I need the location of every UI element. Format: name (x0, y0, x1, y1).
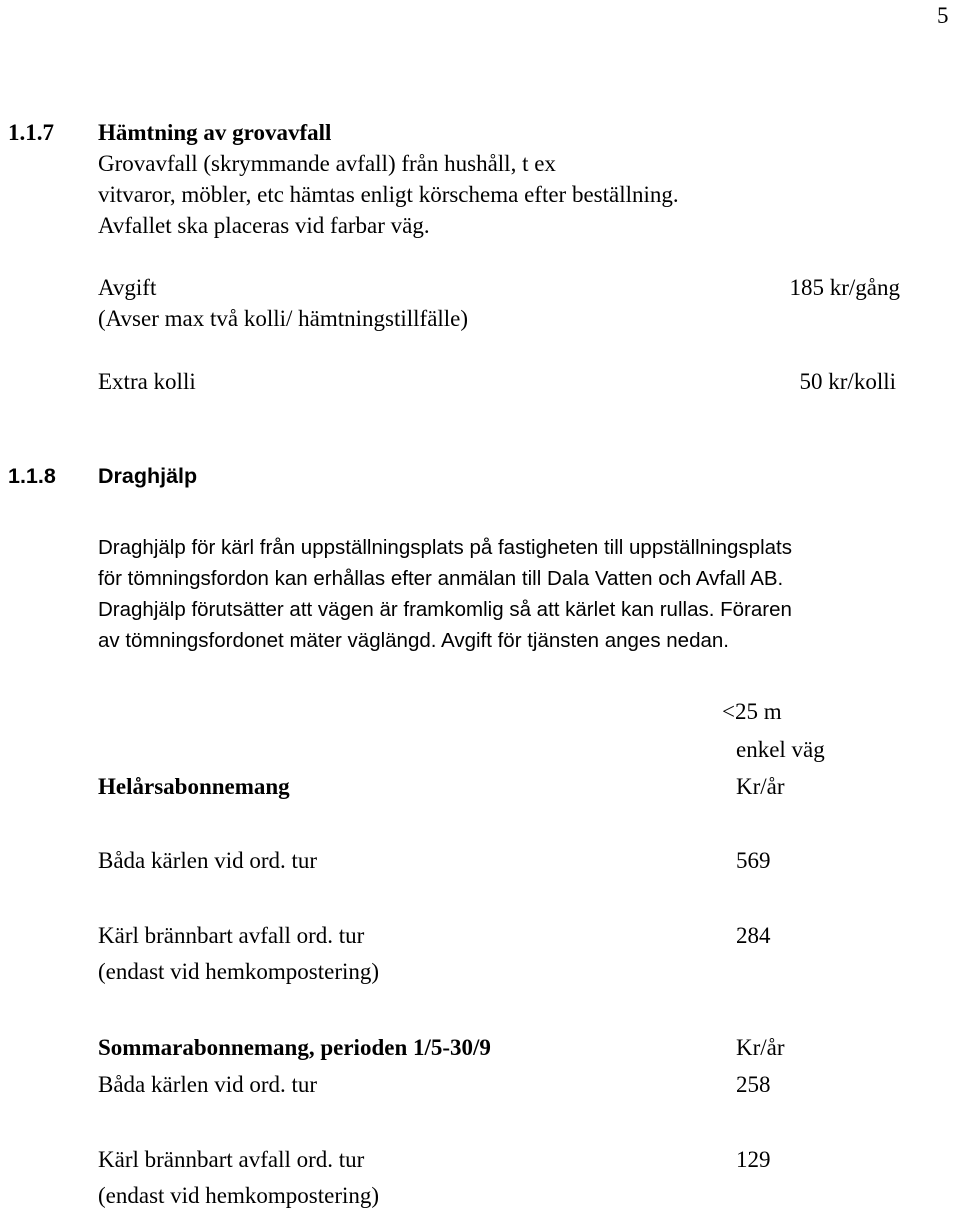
price-row-label: Kärl brännbart avfall ord. tur (98, 923, 365, 948)
year-subscription-heading: Helårsabonnemang (98, 774, 290, 799)
price-row-note: (endast vid hemkompostering) (98, 959, 380, 984)
summer-unit: Kr/år (736, 1035, 785, 1060)
year-unit: Kr/år (736, 774, 785, 799)
extra-label: Extra kolli (98, 369, 196, 394)
body-line: Avfallet ska placeras vid farbar väg. (98, 213, 430, 238)
price-row-note: (endast vid hemkompostering) (98, 1183, 380, 1208)
body-line: vitvaror, möbler, etc hämtas enligt körschema efter beställning. (98, 182, 679, 207)
price-row-label: Båda kärlen vid ord. tur (98, 1072, 318, 1097)
column-header-road: enkel väg (736, 737, 825, 762)
paragraph-line: Draghjälp för kärl från uppställningsplats på fastigheten till uppställningsplats (98, 536, 792, 559)
column-header-distance: <25 m (722, 699, 782, 724)
paragraph-line: för tömningsfordon kan erhållas efter anmälan till Dala Vatten och Avfall AB. (98, 567, 784, 590)
price-row-label: Kärl brännbart avfall ord. tur (98, 1147, 365, 1172)
price-row-value: 258 (736, 1072, 771, 1097)
price-row-value: 569 (736, 848, 771, 873)
extra-value: 50 kr/kolli (799, 369, 896, 394)
fee-note: (Avser max två kolli/ hämtningstillfälle) (98, 306, 469, 331)
paragraph-line: av tömningsfordonet mäter väglängd. Avgift för tjänsten anges nedan. (98, 629, 729, 652)
page-number: 5 (937, 3, 949, 28)
summer-subscription-heading: Sommarabonnemang, perioden 1/5-30/9 (98, 1035, 491, 1060)
price-row-label: Båda kärlen vid ord. tur (98, 848, 318, 873)
section-title: Hämtning av grovavfall (98, 120, 332, 145)
price-row-value: 129 (736, 1147, 771, 1172)
section-number: 1.1.7 (8, 120, 54, 145)
paragraph-line: Draghjälp förutsätter att vägen är framkomlig så att kärlet kan rullas. Föraren (98, 598, 792, 621)
price-row-value: 284 (736, 923, 771, 948)
section-number: 1.1.8 (8, 464, 56, 488)
section-title: Draghjälp (98, 464, 198, 488)
body-line: Grovavfall (skrymmande avfall) från hushåll, t ex (98, 151, 556, 176)
fee-label: Avgift (98, 275, 157, 300)
fee-value: 185 kr/gång (789, 275, 900, 300)
